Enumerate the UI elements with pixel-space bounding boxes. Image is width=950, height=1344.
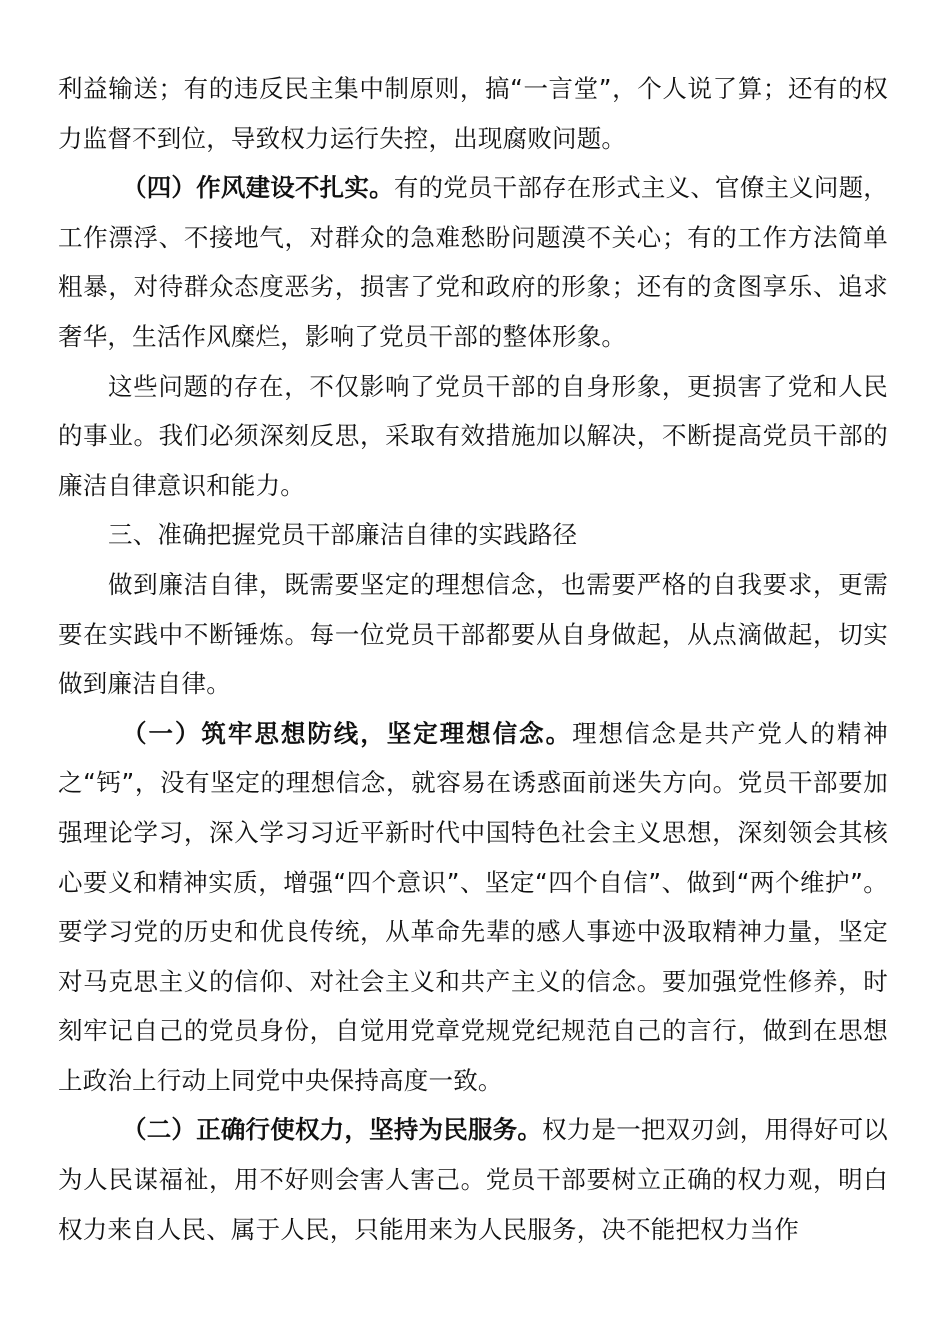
paragraph-body: 权力是一把双刃剑，用得好可以为人民谋福祉，用不好则会害人害己。党员干部要树立正确的权力观，明白权力来自人民、属于人民，只能用来为人民服务，决不能把权力当作 xyxy=(58,1115,888,1244)
paragraph-abuse-of-power-continued: 利益输送；有的违反民主集中制原则，搞“一言堂”，个人说了算；还有的权力监督不到位，导致权力运行失控，出现腐败问题。 xyxy=(58,74,888,153)
paragraph-body: 理想信念是共产党人的精神之“钙”，没有坚定的理想信念，就容易在诱惑面前迷失方向。党员干部要加强理论学习，深入学习习近平新时代中国特色社会主义思想，深刻领会其核心要义和精神实质，增强“四个意识”、坚定“四个自信”、做到“两个维护”。要学习党的历史和优良传统，从革命先辈的感人事迹中汲取精神力量，坚定对马克思主义的信仰、对社会主义和共产主义的信念。要加强党性修养，时刻牢记自己的党员身份，自觉用党章党规党纪规范自己的言行，做到在思想上政治上行动上同党中央保持高度一致。 xyxy=(58,718,888,1095)
section-heading-two: （二）正确行使权力，坚持为民服务。 xyxy=(122,1115,543,1145)
document-page xyxy=(58,64,888,1254)
paragraph-ideals xyxy=(58,709,888,1106)
paragraph-work-style xyxy=(58,163,888,361)
section-heading-one: （一）筑牢思想防线，坚定理想信念。 xyxy=(122,718,573,748)
section-title-three: 三、准确把握党员干部廉洁自律的实践路径 xyxy=(108,520,578,550)
paragraph-power-usage xyxy=(58,1105,888,1254)
paragraph-reflection: 这些问题的存在，不仅影响了党员干部的自身形象，更损害了党和人民的事业。我们必须深刻反思，采取有效措施加以解决，不断提高党员干部的廉洁自律意识和能力。 xyxy=(58,371,888,500)
paragraph-body: 有的党员干部存在形式主义、官僚主义问题，工作漂浮、不接地气，对群众的急难愁盼问题漠不关心；有的工作方法简单粗暴，对待群众态度恶劣，损害了党和政府的形象；还有的贪图享乐、追求奢华，生活作风糜烂，影响了党员干部的整体形象。 xyxy=(58,173,888,351)
paragraph-practice-intro: 做到廉洁自律，既需要坚定的理想信念，也需要严格的自我要求，更需要在实践中不断锤炼。每一位党员干部都要从自身做起，从点滴做起，切实做到廉洁自律。 xyxy=(58,569,888,699)
section-heading-four: （四）作风建设不扎实。 xyxy=(122,173,394,203)
